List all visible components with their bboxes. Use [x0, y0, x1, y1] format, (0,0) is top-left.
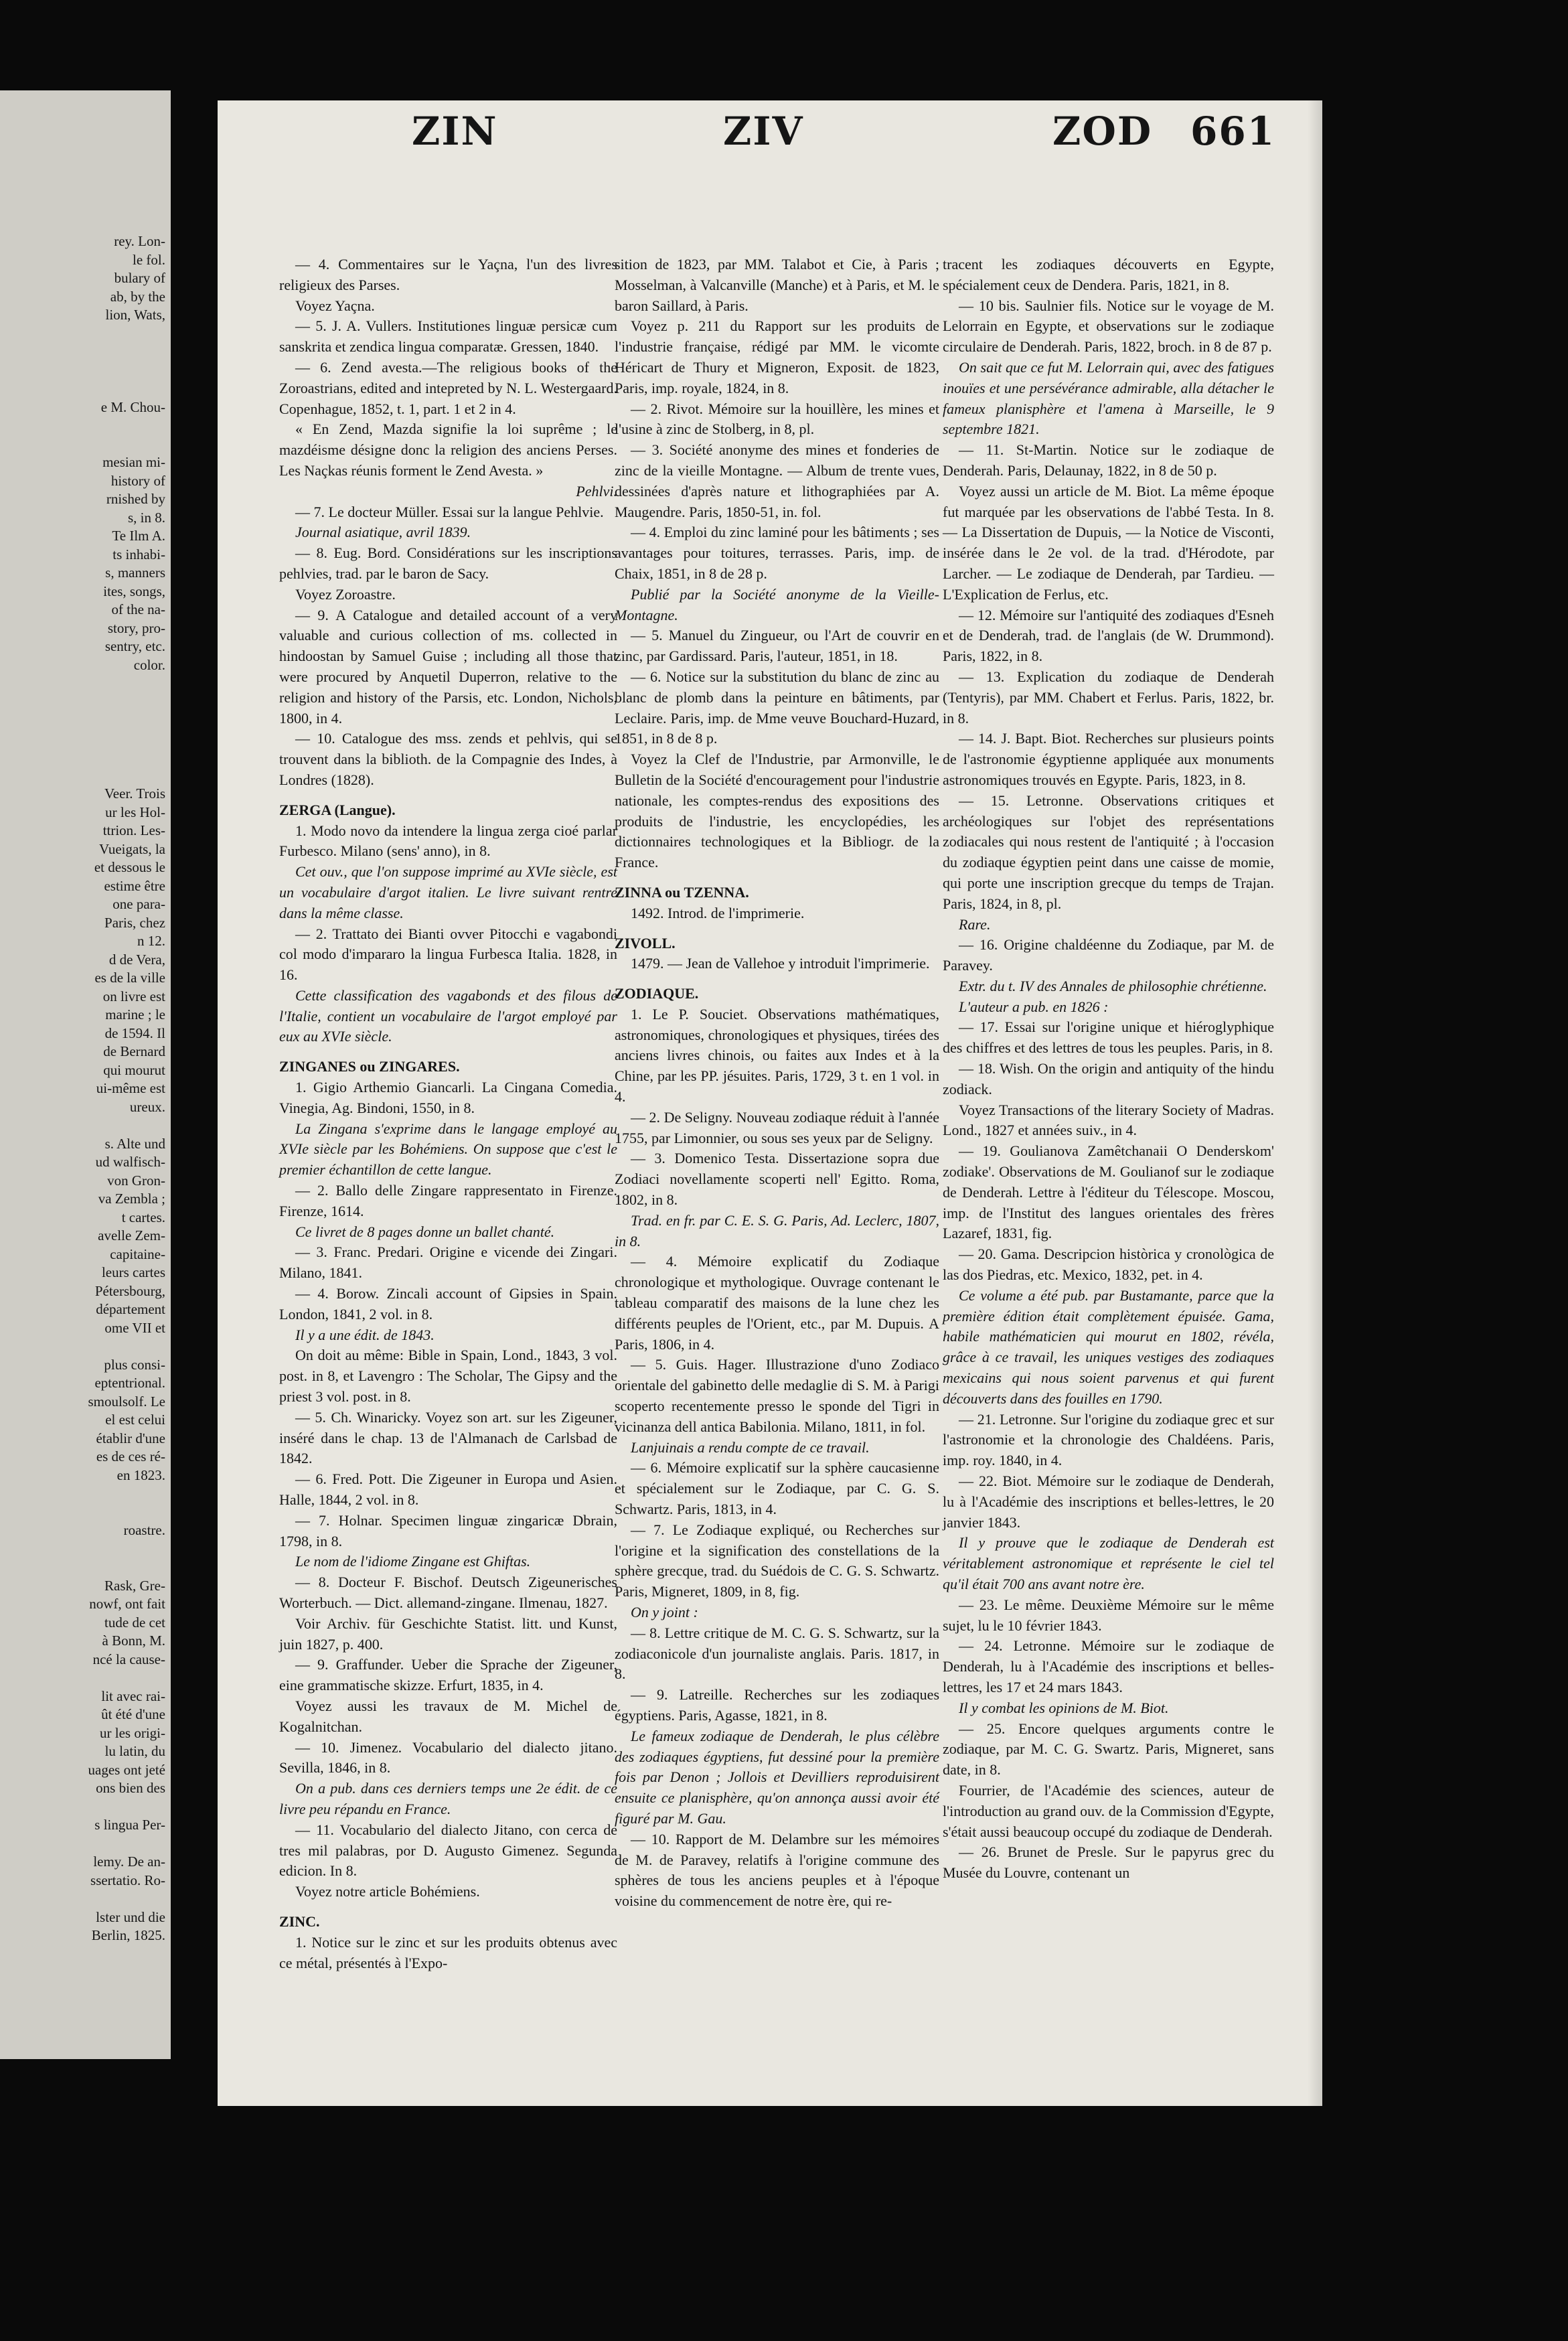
entry-paragraph: — 7. Le docteur Müller. Essai sur la langue Pehlvie. [295, 503, 604, 520]
prev-page-line: Rask, Gre- [104, 1577, 165, 1594]
prev-page-line: ur les Hol- [105, 804, 165, 820]
prev-page-line: es de ces ré- [96, 1448, 165, 1464]
entry-paragraph: — 6. Mémoire explicatif sur la sphère caucasienne et spécialement sur le Zodiaque, par C. G. S. Schwartz. Paris, 1813, in 4. [615, 1459, 939, 1518]
entry-paragraph: — 9. Graffunder. Ueber die Sprache der Zigeuner, eine grammatische skizze. Erfurt, 1835, in 4. [279, 1656, 617, 1694]
prev-page-line: s, in 8. [127, 509, 165, 526]
entry-paragraph: — 11. Vocabulario del dialecto Jitano, con cerca de tres mil palabras, por D. Augusto Gimenez. Segunda edicion. In 8. [279, 1821, 617, 1880]
prev-page-line: d de Vera, [108, 951, 165, 968]
prev-page-line: s. Alte und [104, 1135, 165, 1152]
prev-page-line: lu latin, du [104, 1743, 165, 1759]
entry-paragraph: Voyez notre article Bohémiens. [295, 1883, 480, 1900]
entry-heading: ZIVOLL. [615, 934, 676, 952]
entry-paragraph: 1479. — Jean de Vallehoe y introduit l'imprimerie. [631, 955, 930, 972]
entry-paragraph: — 16. Origine chaldéenne du Zodiaque, par M. de Paravey. [943, 936, 1274, 974]
entry-paragraph: — 8. Docteur F. Bischof. Deutsch Zigeunerisches Worterbuch. — Dict. allemand-zingane. Ilmenau, 1827. [279, 1574, 617, 1611]
entry-paragraph: — 21. Letronne. Sur l'origine du zodiaque grec et sur l'astronomie et la chronologie des Chaldéens. Paris, imp. roy. 1840, in 4. [943, 1410, 1274, 1469]
prev-page-line: Berlin, 1825. [91, 1927, 165, 1943]
entry-paragraph: — 17. Essai sur l'origine unique et hiéroglyphique des chiffres et des lettres de tous les peuples. Paris, in 8. [943, 1018, 1274, 1057]
entry-paragraph: — 10. Rapport de M. Delambre sur les mémoires de M. de Paravey, relatifs à l'origine commune des sphères de tous les anciens peuples et à l'époque voisine du commencement de notre ère, qui re- [615, 1830, 939, 1910]
entry-paragraph: Voyez Transactions of the literary Society of Madras. Lond., 1827 et années suiv., in 4. [943, 1101, 1274, 1139]
prev-page-line: rey. Lon- [114, 233, 165, 249]
prev-page-line: lit avec rai- [101, 1687, 165, 1704]
prev-page-line: mesian mi- [102, 454, 165, 470]
running-head-left: ZIN [412, 108, 498, 154]
text-column-middle [615, 254, 939, 1912]
entry-paragraph: — 4. Commentaires sur le Yaçna, l'un des livres religieux des Parses. [279, 256, 617, 293]
entry-paragraph: — 9. Latreille. Recherches sur les zodiaques égyptiens. Paris, Agasse, 1821, in 8. [615, 1686, 939, 1724]
prev-page-line: n 12. [137, 933, 165, 949]
prev-page-line: t cartes. [121, 1209, 165, 1225]
previous-page-edge [0, 90, 171, 2059]
prev-page-line: et dessous le [94, 859, 165, 875]
prev-page-line: story, pro- [107, 619, 165, 636]
prev-page-line: ur les origi- [100, 1724, 165, 1741]
entry-paragraph: tracent les zodiaques découverts en Egypte, spécialement ceux de Dendera. Paris, 1821, in 8. [943, 256, 1274, 293]
prev-page-line: département [96, 1301, 165, 1317]
entry-paragraph: Journal asiatique, avril 1839. [295, 524, 471, 541]
prev-page-line: marine ; le [105, 1006, 165, 1023]
entry-paragraph: 1. Gigio Arthemio Giancarli. La Cingana Comedia. Vinegia, Ag. Bindoni, 1550, in 8. [279, 1079, 617, 1116]
entry-paragraph: — 13. Explication du zodiaque de Denderah (Tentyris), par MM. Chabert et Ferlus. Paris, 1822, br. in 8. [943, 668, 1274, 727]
entry-paragraph: sition de 1823, par MM. Talabot et Cie, à Paris ; Mosselman, à Valcanville (Manche) et à Paris, et M. le baron Saillard, à Paris. [615, 256, 939, 314]
text-column-right [943, 254, 1274, 1884]
prev-page-line: Vueigats, la [98, 840, 165, 857]
entry-paragraph: — 5. Ch. Winaricky. Voyez son art. sur les Zigeuner, inséré dans le chap. 13 de l'Almanach de Carlsbad de 1842. [279, 1408, 617, 1467]
entry-paragraph: — 10 bis. Saulnier fils. Notice sur le voyage de M. Lelorrain en Egypte, et observations sur le zodiaque circulaire de Denderah. Paris, 1822, broch. in 8 de 87 p. [943, 297, 1274, 356]
prev-page-line: ncé la cause- [92, 1651, 165, 1667]
entry-paragraph: — 2. Rivot. Mémoire sur la houillère, les mines et l'usine à zinc de Stolberg, in 8, pl. [615, 400, 939, 438]
entry-paragraph: — 5. Manuel du Zingueur, ou l'Art de couvrir en zinc, par Gardissard. Paris, l'auteur, 1851, in 18. [615, 627, 939, 665]
prev-page-line: le fol. [133, 251, 165, 268]
prev-page-line: eptentrional. [94, 1375, 165, 1391]
entry-paragraph: — 4. Mémoire explicatif du Zodiaque chronologique et mythologique. Ouvrage contenant le tableau comparatif des maisons de la lune chez les différents peuples de l'Orient, etc., par M. Dupuis. A Paris, 1806, in 4. [615, 1253, 939, 1353]
prev-page-line: qui mourut [103, 1061, 165, 1078]
entry-paragraph: — 26. Brunet de Presle. Sur le papyrus grec du Musée du Louvre, contenant un [943, 1843, 1274, 1882]
prev-page-line: estime être [104, 877, 165, 894]
prev-page-line: nowf, ont fait [89, 1596, 165, 1612]
prev-page-line: ab, by the [110, 288, 165, 305]
entry-paragraph: Publié par la Société anonyme de la Vieille-Montagne. [615, 585, 939, 623]
entry-paragraph: La Zingana s'exprime dans le langage employé au XVIe siècle par les Bohémiens. On suppose que c'est le premier échantillon de cette langue. [279, 1120, 617, 1179]
entry-paragraph: — 12. Mémoire sur l'antiquité des zodiaques d'Esneh et de Denderah, trad. de l'anglais (de W. Drummond). Paris, 1822, in 8. [943, 606, 1274, 665]
prev-page-line: Paris, chez [104, 914, 165, 931]
entry-paragraph: — 14. J. Bapt. Biot. Recherches sur plusieurs points de l'astronomie égyptienne appliquée aux monuments astronomiques trouvés en Egypte. Paris, 1823, in 8. [943, 730, 1274, 788]
entry-paragraph: — 3. Franc. Predari. Origine e vicende dei Zingari. Milano, 1841. [279, 1243, 617, 1282]
prev-page-line: tude de cet [104, 1614, 165, 1631]
prev-page-line: lion, Wats, [105, 307, 165, 323]
entry-paragraph: — 3. Société anonyme des mines et fonderies de zinc de la vieille Montagne. — Album de trente vues, dessinées d'après nature et lithographiées par A. Maugendre. Paris, 1850-51, in. fol. [615, 441, 939, 520]
entry-paragraph: Ce volume a été pub. par Bustamante, parce que la première édition était complètement épuisée. Gama, habile mathématicien qui mourut en 1802, révéla, grâce à ce travail, les uniques vestiges des zodiaques mexicains qui nous soient parvenus et qui furent découverts dans des fouilles en 1790. [943, 1286, 1274, 1407]
entry-paragraph: 1492. Introd. de l'imprimerie. [631, 904, 805, 921]
entry-heading: ZODIAQUE. [615, 985, 699, 1002]
entry-paragraph: Il y a une édit. de 1843. [295, 1326, 435, 1343]
prev-page-line: de Bernard [103, 1043, 165, 1059]
entry-paragraph: — 6. Fred. Pott. Die Zigeuner in Europa und Asien. Halle, 1844, 2 vol. in 8. [279, 1470, 617, 1509]
prev-page-line: leurs cartes [101, 1264, 165, 1280]
entry-paragraph: — 8. Lettre critique de M. C. G. S. Schwartz, sur la zodiaconicole d'un journaliste anglais. Paris. 1817, in 8. [615, 1624, 939, 1683]
entry-heading: ZERGA (Langue). [279, 801, 396, 818]
entry-paragraph: Voyez aussi les travaux de M. Michel de Kogalnitchan. [279, 1697, 617, 1735]
prev-page-line: roastre. [123, 1522, 165, 1538]
entry-paragraph: 1. Notice sur le zinc et sur les produits obtenus avec ce métal, présentés à l'Expo- [279, 1933, 617, 1971]
entry-paragraph: — 20. Gama. Descripcion històrica y cronològica de las dos Piedras, etc. Mexico, 1832, pet. in 4. [943, 1245, 1274, 1284]
entry-heading: ZINC. [279, 1912, 320, 1930]
entry-paragraph: Pehlvi. [576, 482, 617, 500]
entry-paragraph: Le fameux zodiaque de Denderah, le plus célèbre des zodiaques égyptiens, fut dessiné pour la première fois par Denon ; Jollois et Devilliers reproduisirent ensuite ce planisphère, qu'on annonça aussi avoir été figuré par M. Gau. [615, 1727, 939, 1827]
prev-page-line: ome VII et [104, 1319, 165, 1336]
entry-paragraph: — 22. Biot. Mémoire sur le zodiaque de Denderah, lu à l'Académie des inscriptions et belles-lettres, le 20 janvier 1843. [943, 1472, 1274, 1531]
prev-page-line: en 1823. [116, 1466, 165, 1483]
prev-page-line: e M. Chou- [100, 398, 165, 415]
entry-paragraph: 1. Le P. Souciet. Observations mathématiques, astronomiques, chronologiques et physiques, tirées des anciens livres chinois, ou faites aux Indes et à la Chine, par les PP. jésuites. Paris, 1729, 3 t. en 1 vol. in 4. [615, 1005, 939, 1106]
entry-paragraph: — 7. Holnar. Specimen linguæ zingaricæ Dbrain, 1798, in 8. [279, 1511, 617, 1550]
entry-paragraph: Rare. [959, 915, 991, 933]
entry-paragraph: — 10. Catalogue des mss. zends et pehlvis, qui se trouvent dans la biblioth. de la Compagnie des Indes, à Londres (1828). [279, 730, 617, 788]
entry-paragraph: — 5. J. A. Vullers. Institutiones linguæ persicæ cum sanskrita et zendica lingua comparatæ. Gressen, 1840. [279, 317, 617, 356]
entry-paragraph: Lanjuinais a rendu compte de ce travail. [631, 1438, 870, 1456]
entry-paragraph: — 5. Guis. Hager. Illustrazione d'uno Zodiaco orientale del gabinetto delle medaglie di S. M. à Parigi scoperto recentemente presso le sponde del Tigri in vicinanza dell antica Babilonia. Milano, 1811, in fol. [615, 1356, 939, 1435]
prev-page-line: es de la ville [94, 970, 165, 986]
prev-page-line: s, manners [105, 564, 165, 581]
entry-paragraph: — 11. St-Martin. Notice sur le zodiaque de Denderah. Paris, Delaunay, 1822, in 8 de 50 p. [943, 441, 1274, 479]
entry-paragraph: — 6. Zend avesta.—The religious books of the Zoroastrians, edited and intepreted by N. L. Westergaard. Copenhague, 1852, t. 1, part. 1 et 2 in 4. [279, 358, 617, 417]
prev-page-line: Te Ilm A. [112, 528, 165, 544]
entry-paragraph: Cet ouv., que l'on suppose imprimé au XVIe siècle, est un vocabulaire d'argot italien. Le livre suivant rentre dans la même classe. [279, 863, 617, 921]
entry-paragraph: Le nom de l'idiome Zingane est Ghiftas. [295, 1553, 531, 1570]
entry-paragraph: Il y prouve que le zodiaque de Denderah est véritablement astronomique et représente le ciel tel qu'il était 700 ans avant notre ère. [943, 1534, 1274, 1592]
entry-paragraph: Voyez aussi un article de M. Biot. La même époque fut marquée par les observations de l'abbé Testa. In 8. — La Dissertation de Dupuis, — la Notice de Visconti, insérée dans le 2e vol. de la trad. d'Hérodote, par Larcher. — Le zodiaque de Denderah, par Tardieu. — L'Explication de Ferlus, etc. [943, 482, 1274, 603]
prev-page-line: el est celui [105, 1412, 165, 1428]
entry-paragraph: — 4. Emploi du zinc laminé pour les bâtiments ; ses avantages pour toitures, terrasses. Paris, imp. de Chaix, 1851, in 8 de 28 p. [615, 524, 939, 582]
prev-page-line: bulary of [114, 270, 165, 286]
entry-paragraph: On doit au même: Bible in Spain, Lond., 1843, 3 vol. post. in 8, et Lavengro : The Scholar, The Gipsy and the priest 3 vol. post. in 8. [279, 1347, 617, 1406]
entry-paragraph: — 10. Jimenez. Vocabulario del dialecto jitano. Sevilla, 1846, in 8. [279, 1738, 617, 1777]
entry-paragraph: Voyez Yaçna. [295, 297, 375, 314]
prev-page-line: ud walfisch- [95, 1154, 165, 1170]
entry-paragraph: On a pub. dans ces derniers temps une 2e édit. de ce livre peu répandu en France. [279, 1780, 617, 1817]
entry-paragraph: Ce livret de 8 pages donne un ballet chanté. [295, 1223, 555, 1240]
entry-paragraph: — 9. A Catalogue and detailed account of a very valuable and curious collection of ms. collected in hindoostan by Samuel Guise ; including all those that were procured by Anquetil Duperron, relative to the religion and history of the Parsis, etc. London, Nichols, 1800, in 4. [279, 606, 617, 727]
entry-paragraph: Cette classification des vagabonds et des filous de l'Italie, contient un vocabulaire de l'argot employé par eux au XVIe siècle. [279, 986, 617, 1045]
prev-page-line: of the na- [111, 601, 165, 617]
entry-paragraph: Extr. du t. IV des Annales de philosophie chrétienne. [959, 977, 1267, 994]
prev-page-line: lemy. De an- [93, 1854, 165, 1870]
entry-paragraph: — 24. Letronne. Mémoire sur le zodiaque de Denderah, lu à l'Académie des inscriptions et belles-lettres, les 17 et 24 mars 1843. [943, 1637, 1274, 1695]
prev-page-line: ût été d'une [101, 1706, 165, 1722]
prev-page-line: Veer. Trois [104, 785, 165, 802]
entry-paragraph: — 25. Encore quelques arguments contre le zodiaque, par M. C. G. Swartz. Paris, Migneret, sans date, in 8. [943, 1720, 1274, 1779]
prev-page-line: on livre est [102, 988, 165, 1004]
prev-page-line: ts inhabi- [112, 546, 165, 562]
entry-paragraph: On sait que ce fut M. Lelorrain qui, avec des fatigues inouïes et une persévérance admirable, alla détacher le fameux planisphère et l'amena à Marseille, le 9 septembre 1821. [943, 358, 1274, 438]
entry-paragraph: Voyez p. 211 du Rapport sur les produits de l'industrie française, rédigé par MM. le vicomte Héricart de Thury et Migneron, Exposit. de 1823, Paris, imp. royale, 1824, in 8. [615, 317, 939, 396]
prev-page-line: smoulsolf. Le [88, 1393, 165, 1410]
prev-page-line: one para- [112, 896, 165, 912]
entry-paragraph: — 2. De Seligny. Nouveau zodiaque réduit à l'année 1755, par Limonnier, ou sous ses yeux par de Seligny. [615, 1108, 939, 1146]
entry-paragraph: — 2. Trattato dei Bianti ovver Pitocchi e vagabondi col modo d'impararo la lingua Furbesca Italia. 1828, in 16. [279, 925, 617, 984]
entry-paragraph: Fourrier, de l'Académie des sciences, auteur de l'introduction au grand ouv. de la Commission d'Egypte, s'était aussi beaucoup occupé du zodiaque de Denderah. [943, 1781, 1274, 1840]
entry-paragraph: — 23. Le même. Deuxième Mémoire sur le même sujet, lu le 10 février 1843. [943, 1596, 1274, 1634]
prev-page-line: s lingua Per- [94, 1817, 165, 1833]
entry-paragraph: — 19. Goulianova Zamêtchanaii O Denderskom' zodiake'. Observations de M. Goulianof sur le zodiaque de Denderah. Lettre à l'éditeur du Télescope. Moscou, imp. de l'Institut des langues orientales des frères Lazaref, 1831, fig. [943, 1142, 1274, 1242]
running-head-center: ZIV [723, 108, 804, 154]
entry-paragraph: Trad. en fr. par C. E. S. G. Paris, Ad. Leclerc, 1807, in 8. [615, 1211, 939, 1250]
page-number: 661 [1190, 108, 1276, 154]
prev-page-line: avelle Zem- [98, 1227, 165, 1243]
prev-page-line: plus consi- [104, 1356, 165, 1373]
entry-paragraph: — 2. Ballo delle Zingare rappresentato in Firenze. Firenze, 1614. [279, 1182, 617, 1219]
prev-page-line: Pétersbourg, [94, 1282, 165, 1299]
entry-paragraph: — 4. Borow. Zincali account of Gipsies in Spain. London, 1841, 2 vol. in 8. [279, 1285, 617, 1323]
entry-paragraph: — 18. Wish. On the origin and antiquity of the hindu zodiack. [943, 1060, 1274, 1098]
entry-heading: ZINGANES ou ZINGARES. [279, 1058, 460, 1075]
running-head-right: ZOD [1052, 108, 1153, 154]
prev-page-line: établir d'une [96, 1430, 165, 1446]
prev-page-line: à Bonn, M. [102, 1633, 165, 1649]
prev-page-line: ites, songs, [103, 583, 165, 599]
prev-page-line: color. [133, 656, 165, 673]
prev-page-line: ons bien des [96, 1780, 165, 1796]
prev-page-line: de 1594. Il [104, 1025, 165, 1041]
entry-paragraph: 1. Modo novo da intendere la lingua zerga cioé parlar Furbesco. Milano (sens' anno), in 8. [279, 822, 617, 860]
entry-paragraph: Voyez la Clef de l'Industrie, par Armonville, le Bulletin de la Société d'encouragement pour l'industrie nationale, les comptes-rendus des expositions des produits de l'industrie, les encyclopédies, les dictionnaires technologiques et la Bibliogr. de la France. [615, 751, 939, 871]
entry-paragraph: Voir Archiv. für Geschichte Statist. litt. und Kunst, juin 1827, p. 400. [279, 1614, 617, 1653]
entry-paragraph: « En Zend, Mazda signifie la loi suprême ; le mazdéisme désigne donc la religion des anciens Perses. Les Naçkas réunis forment le Zend Avesta. » [279, 421, 617, 479]
prev-page-line: history of [110, 472, 165, 489]
prev-page-line: ttrion. Les- [102, 822, 165, 838]
entry-paragraph: — 6. Notice sur la substitution du blanc de zinc au blanc de plomb dans la peinture en bâtiments, par Leclaire. Paris, imp. de Mme veuve Bouchard-Huzard, 1851, in 8 de 8 p. [615, 668, 939, 747]
prev-page-line: lster und die [96, 1908, 165, 1925]
prev-page-line: von Gron- [107, 1172, 165, 1189]
prev-page-line: capitaine- [110, 1245, 165, 1262]
prev-page-line: ssertatio. Ro- [90, 1872, 165, 1888]
entry-paragraph: — 8. Eug. Bord. Considérations sur les inscriptions pehlvies, trad. par le baron de Sacy. [279, 544, 617, 582]
entry-paragraph: Voyez Zoroastre. [295, 585, 396, 603]
prev-page-line: sentry, etc. [104, 638, 165, 654]
prev-page-line: ureux. [129, 1098, 165, 1115]
entry-paragraph: On y joint : [631, 1604, 698, 1620]
entry-heading: ZINNA ou TZENNA. [615, 883, 749, 901]
prev-page-line: va Zembla ; [98, 1191, 165, 1207]
prev-page-line: ui-même est [96, 1080, 165, 1096]
entry-paragraph: — 7. Le Zodiaque expliqué, ou Recherches sur l'origine et la signification des constellations de la sphère grecque, trad. du Suédois de C. G. S. Schwartz. Paris, Migneret, 1809, in 8, fig. [615, 1521, 939, 1600]
prev-page-line: uages ont jeté [88, 1761, 165, 1778]
entry-paragraph: Il y combat les opinions de M. Biot. [959, 1699, 1169, 1716]
text-column-left [279, 254, 617, 1973]
entry-paragraph: — 15. Letronne. Observations critiques et archéologiques sur l'objet des représentations zodiacales qui nous restent de l'antiquité ; à l'occasion du zodiaque égyptien peint dans une caisse de momie, qui porte une inscription grecque du temps de Trajan. Paris, 1824, in 8, pl. [943, 791, 1274, 912]
prev-page-line: rnished by [106, 491, 165, 507]
entry-paragraph: L'auteur a pub. en 1826 : [959, 998, 1109, 1015]
entry-paragraph: — 3. Domenico Testa. Dissertazione sopra due Zodiaci novellamente scoperti nell' Egitto. Roma, 1802, in 8. [615, 1150, 939, 1209]
